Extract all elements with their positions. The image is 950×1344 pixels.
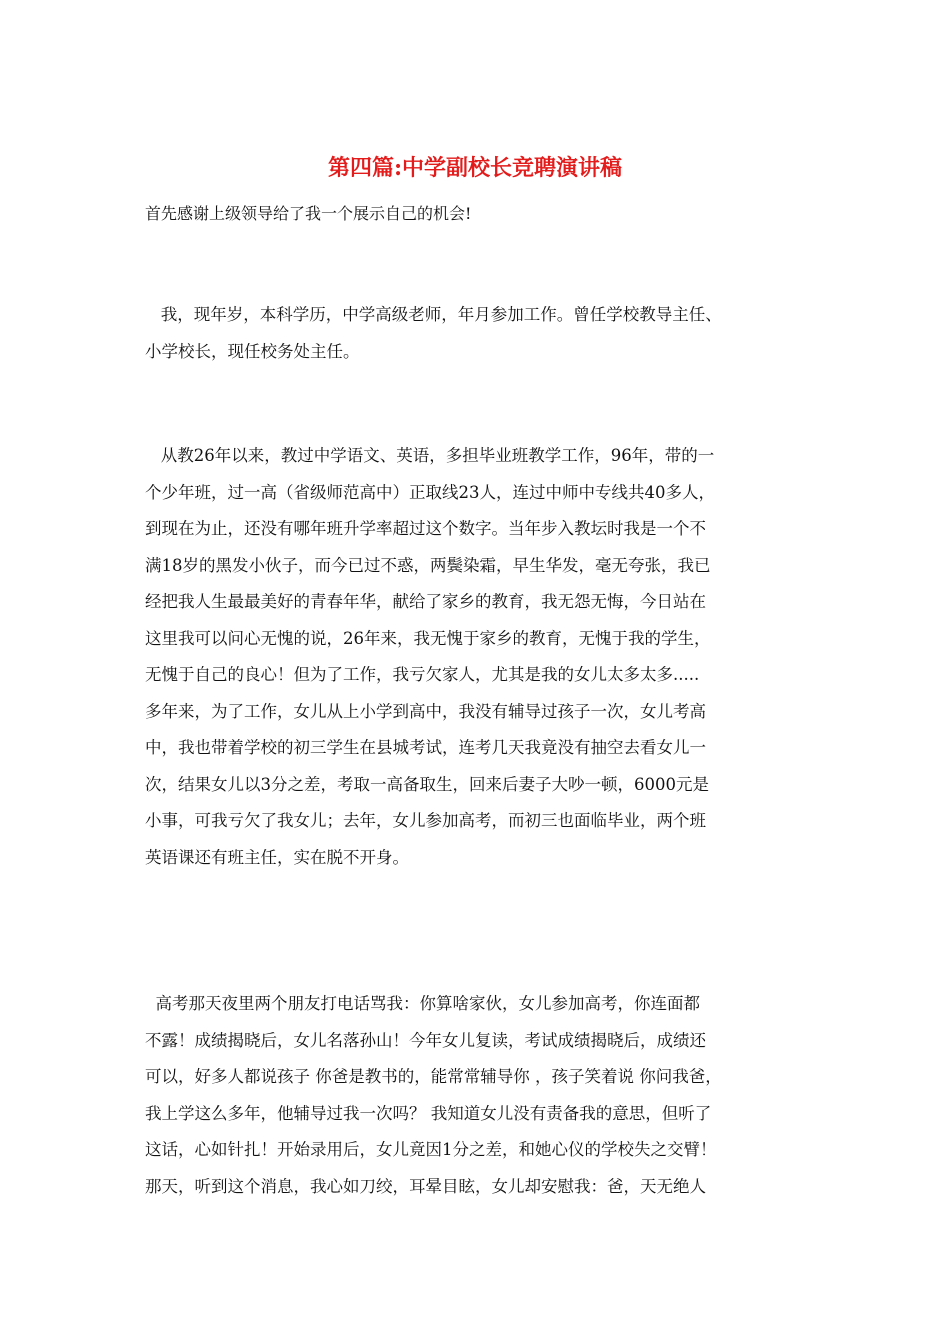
paragraph-line: 小事，可我亏欠了我女儿；去年，女儿参加高考，而初三也面临毕业，两个班 bbox=[145, 811, 706, 830]
paragraph-line: 那天，听到这个消息，我心如刀绞，耳晕目眩，女儿却安慰我：爸，天无绝人 bbox=[145, 1176, 706, 1196]
paragraph-line: 不露！成绩揭晓后，女儿名落孙山！今年女儿复读，考试成绩揭晓后，成绩还 bbox=[145, 1030, 706, 1050]
paragraph-line: 从教26年以来，教过中学语文、英语，多担毕业班教学工作，96年，带的一 bbox=[145, 446, 715, 465]
paragraph-line: 到现在为止，还没有哪年班升学率超过这个数字。当年步入教坛时我是一个不 bbox=[145, 519, 706, 538]
paragraph-2 bbox=[145, 438, 825, 876]
paragraph-line: 满18岁的黑发小伙子，而今已过不惑，两鬓染霜，早生华发，毫无夸张，我已 bbox=[145, 555, 711, 575]
paragraph-line: 英语课还有班主任，实在脱不开身。 bbox=[145, 847, 409, 867]
paragraph-line: 我，现年岁，本科学历，中学高级老师，年月参加工作。曾任学校教导主任、 bbox=[145, 305, 722, 324]
intro-line: 首先感谢上级领导给了我一个展示自己的机会! bbox=[145, 204, 472, 223]
paragraph-line: 小学校长，现任校务处主任。 bbox=[145, 341, 360, 361]
paragraph-line: 我上学这么多年，他辅导过我一次吗？ 我知道女儿没有责备我的意思，但听了 bbox=[145, 1103, 712, 1123]
paragraph-line: 经把我人生最最美好的青春年华，献给了家乡的教育，我无怨无悔，今日站在 bbox=[145, 592, 706, 611]
paragraph-line: 这里我可以问心无愧的说，26年来，我无愧于家乡的教育，无愧于我的学生， bbox=[145, 628, 711, 648]
paragraph-line: 个少年班，过一高（省级师范高中）正取线23人，连过中师中专线共40多人， bbox=[145, 482, 715, 502]
paragraph-line: 多年来，为了工作，女儿从上小学到高中，我没有辅导过孩子一次，女儿考高 bbox=[145, 701, 706, 721]
paragraph-line: 中，我也带着学校的初三学生在县城考试，连考几天我竟没有抽空去看女儿一 bbox=[145, 738, 706, 757]
paragraph-line: 可以，好多人都说孩子 你爸是教书的，能常常辅导你 ，孩子笑着说 你问我爸， bbox=[145, 1067, 722, 1086]
paragraph-line: 次，结果女儿以3分之差，考取一高备取生，回来后妻子大吵一顿，6000元是 bbox=[145, 774, 709, 794]
paragraph-line: 这话，心如针扎！开始录用后，女儿竟因1分之差，和她心仪的学校失之交臂！ bbox=[145, 1140, 717, 1159]
paragraph-1 bbox=[145, 297, 825, 370]
paragraph-line: 高考那天夜里两个朋友打电话骂我：你算啥家伙，女儿参加高考，你连面都 bbox=[145, 994, 700, 1013]
paragraph-line: 无愧于自己的良心！但为了工作，我亏欠家人，尤其是我的女儿太多太多..... bbox=[145, 665, 700, 684]
page-title: 第四篇:中学副校长竞聘演讲稿 bbox=[327, 155, 623, 181]
paragraph-3 bbox=[145, 986, 825, 1205]
